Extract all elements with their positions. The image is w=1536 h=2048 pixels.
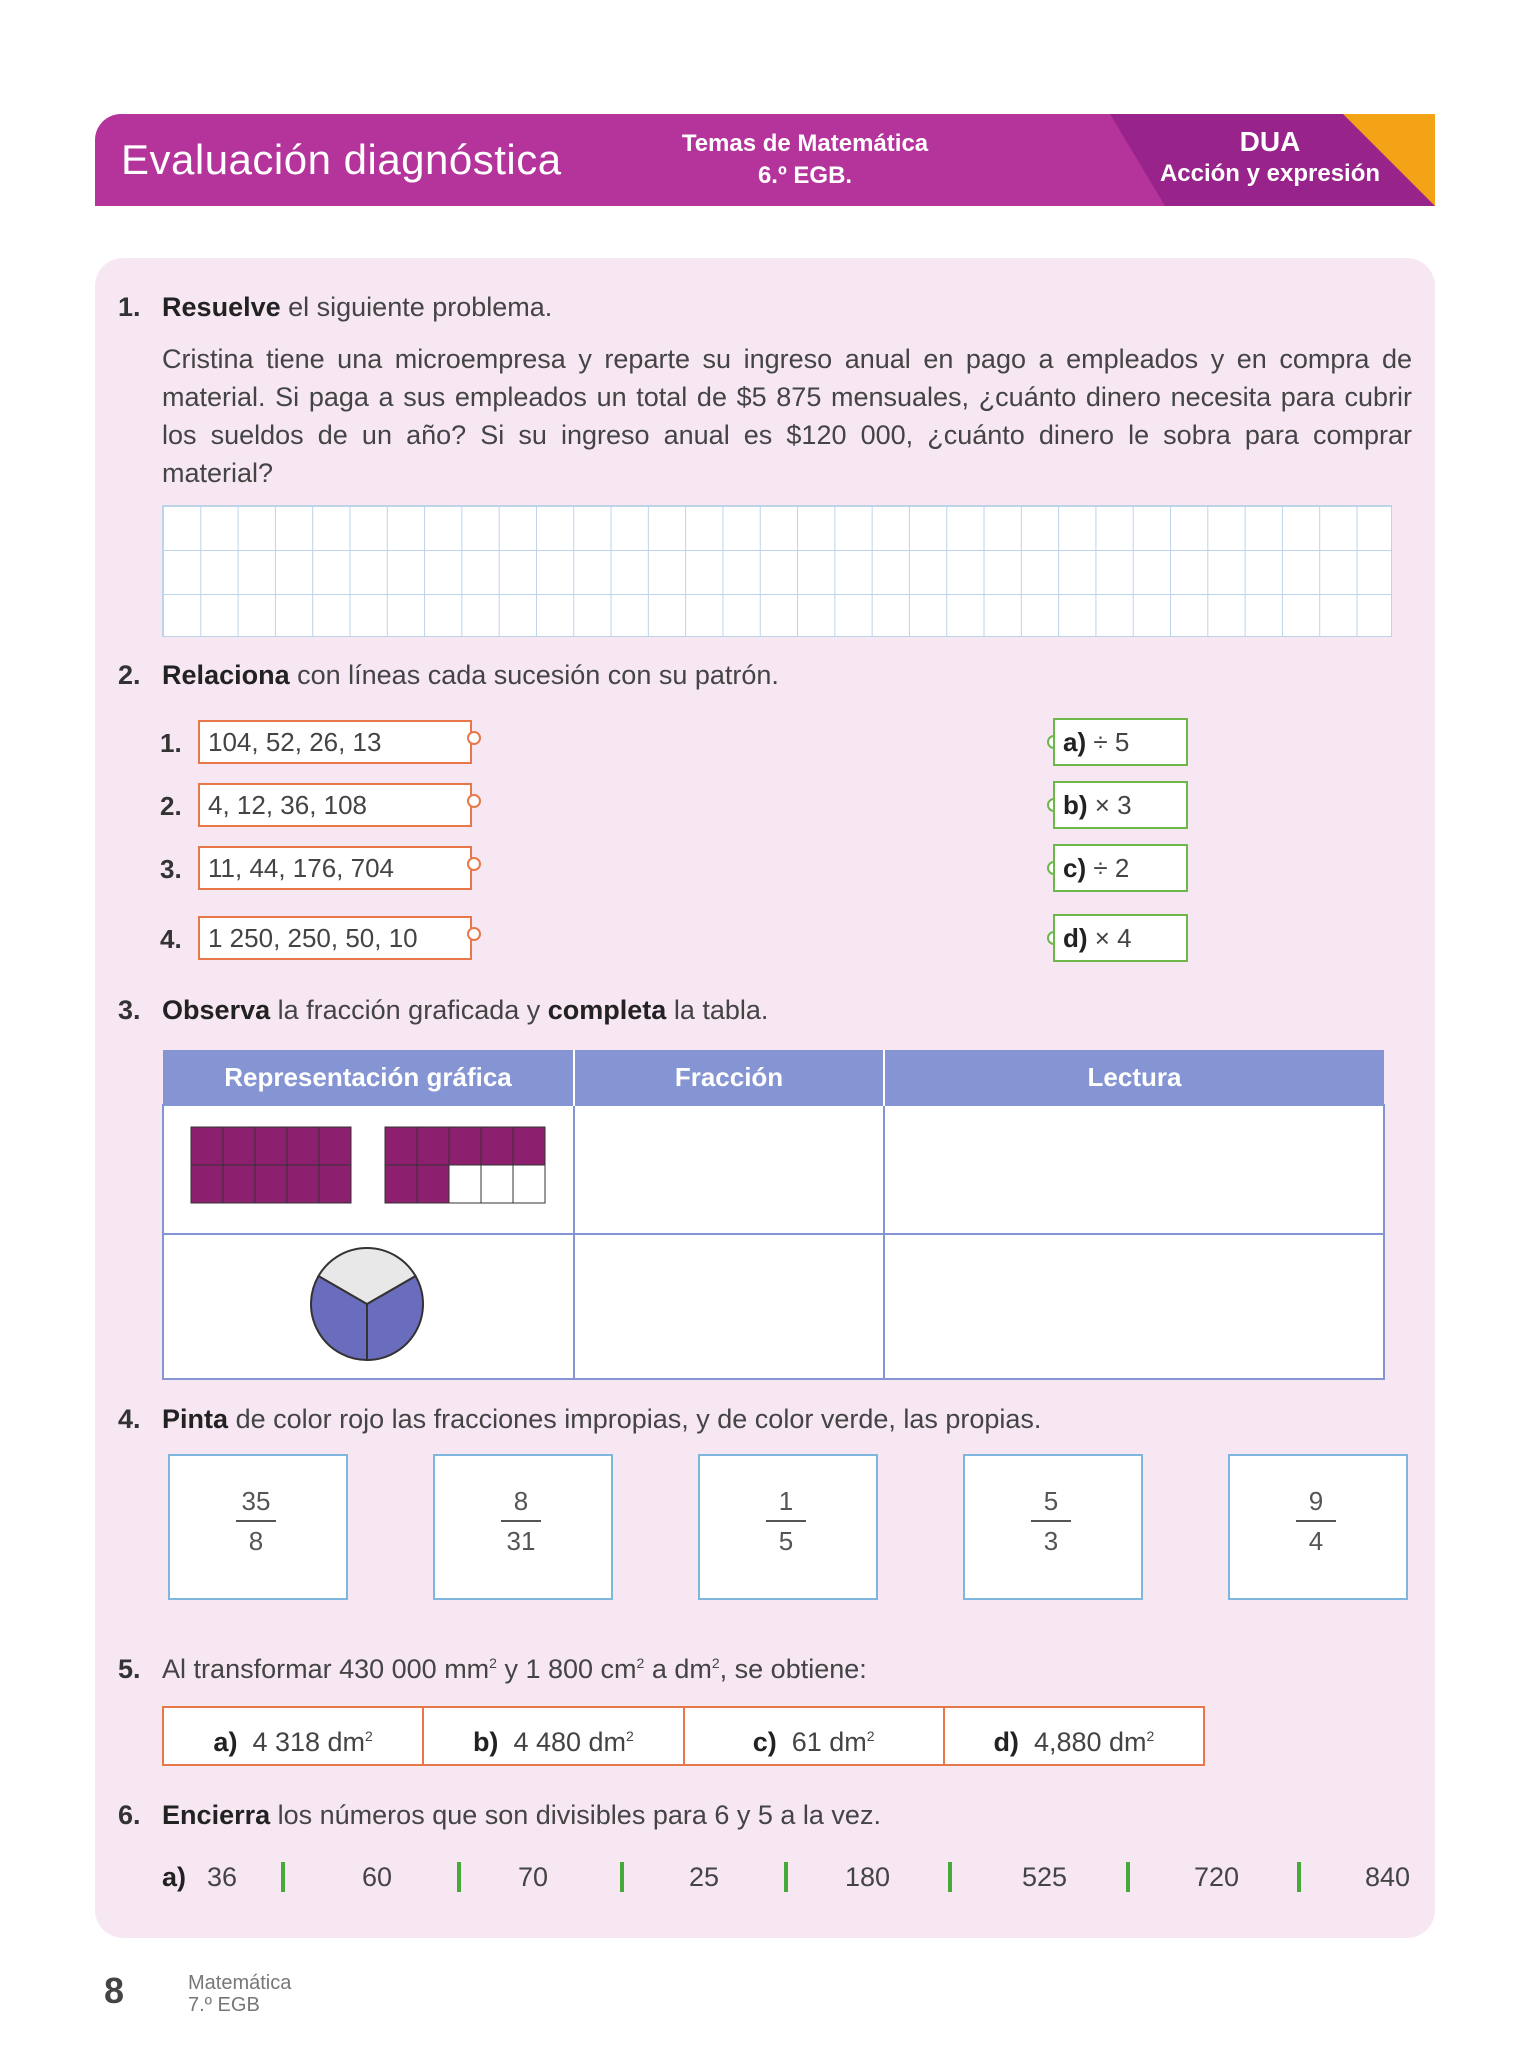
question-text: el siguiente problema.	[280, 292, 553, 322]
question-verb: Observa	[162, 995, 271, 1025]
question-text	[162, 1654, 867, 1684]
dua-subtitle: Acción y expresión	[1159, 160, 1381, 187]
question-text: la tabla.	[666, 995, 769, 1025]
fraction-card[interactable]	[698, 1454, 878, 1600]
denominator: 5	[778, 1526, 794, 1556]
option-value: 61 dm	[791, 1727, 867, 1757]
question-number: 2.	[118, 660, 141, 690]
fraction-card[interactable]	[168, 1454, 348, 1600]
option-value: 4 318 dm	[252, 1727, 366, 1757]
question-number: 3.	[118, 995, 141, 1025]
question-2-heading	[118, 660, 779, 691]
question-verb: Encierra	[162, 1800, 271, 1830]
question-number: 5.	[118, 1654, 141, 1684]
pattern-letter: a)	[1063, 727, 1087, 757]
sequence-number: 2.	[160, 791, 182, 821]
exponent: 2	[636, 1655, 645, 1671]
option-a[interactable]	[164, 1708, 424, 1764]
number-item[interactable]: 25	[689, 1862, 720, 1892]
fraction-bar	[1031, 1520, 1071, 1522]
number-item[interactable]: 70	[518, 1862, 549, 1892]
option-b[interactable]	[424, 1708, 684, 1764]
shaded-cell	[417, 1165, 449, 1203]
topic-line-2: 6.º EGB.	[757, 162, 853, 189]
shaded-cell	[481, 1127, 513, 1165]
pattern-box	[1053, 844, 1188, 892]
exponent: 2	[626, 1728, 634, 1744]
graphic-cell	[163, 1105, 574, 1234]
fraction	[1031, 1486, 1071, 1556]
empty-cell	[481, 1165, 513, 1203]
connector-dot[interactable]	[467, 857, 481, 871]
pattern-box	[1053, 718, 1188, 766]
question-number: 4.	[118, 1404, 141, 1434]
shaded-cell	[223, 1165, 255, 1203]
fraction-card[interactable]	[963, 1454, 1143, 1600]
number-item[interactable]: 36	[207, 1862, 238, 1892]
option-letter: c)	[752, 1727, 777, 1757]
number-item[interactable]: 720	[1194, 1862, 1240, 1892]
text-part: a dm	[644, 1654, 712, 1684]
exponent: 2	[711, 1655, 720, 1671]
fraction-answer-cell[interactable]	[574, 1105, 884, 1234]
numerator: 1	[778, 1486, 794, 1516]
fraction-bar	[236, 1520, 276, 1522]
pattern-letter: b)	[1063, 790, 1088, 820]
shaded-cell	[255, 1127, 287, 1165]
graphic-cell	[163, 1234, 574, 1379]
shaded-cell	[385, 1127, 417, 1165]
numerator: 35	[241, 1486, 271, 1516]
question-1-heading	[118, 292, 552, 323]
question-4-heading	[118, 1404, 1041, 1435]
text-part: , se obtiene:	[719, 1654, 867, 1684]
separator	[1126, 1862, 1130, 1892]
sequence-box: 11, 44, 176, 704	[198, 846, 472, 890]
fraction	[236, 1486, 276, 1556]
shaded-cell	[385, 1165, 417, 1203]
connector-dot[interactable]	[467, 794, 481, 808]
dua-title: DUA	[1239, 126, 1301, 157]
question-text: con líneas cada sucesión con su patrón.	[289, 660, 779, 690]
pattern-text: ÷ 2	[1086, 853, 1130, 883]
shaded-cell	[223, 1127, 255, 1165]
question-text: de color rojo las fracciones impropias, y de color verde, las propias.	[228, 1404, 1042, 1434]
shaded-cell	[287, 1165, 319, 1203]
dua-label	[1125, 126, 1415, 190]
fraction-bar	[501, 1520, 541, 1522]
book-info	[188, 1972, 291, 2016]
shaded-cell	[191, 1165, 223, 1203]
fraction-card[interactable]	[1228, 1454, 1408, 1600]
fraction-card[interactable]	[433, 1454, 613, 1600]
reading-answer-cell[interactable]	[884, 1234, 1384, 1379]
reading-answer-cell[interactable]	[884, 1105, 1384, 1234]
connector-dot[interactable]	[467, 927, 481, 941]
topic-label	[655, 128, 955, 192]
number-item[interactable]: 525	[1022, 1862, 1068, 1892]
pattern-text: × 4	[1087, 923, 1132, 953]
separator	[457, 1862, 461, 1892]
denominator: 3	[1043, 1526, 1059, 1556]
number-item[interactable]: 60	[362, 1862, 393, 1892]
separator	[620, 1862, 624, 1892]
connector-dot[interactable]	[467, 731, 481, 745]
exponent: 2	[365, 1728, 373, 1744]
sequence-box: 1 250, 250, 50, 10	[198, 916, 472, 960]
pattern-text: × 3	[1087, 790, 1132, 820]
topic-line-1: Temas de Matemática	[681, 130, 929, 157]
number-item[interactable]: 180	[845, 1862, 891, 1892]
question-verb: Pinta	[162, 1404, 229, 1434]
pattern-box	[1053, 914, 1188, 962]
header-banner	[95, 114, 1435, 206]
column-header: Representación gráfica	[163, 1050, 574, 1105]
question-text: los números que son divisibles para 6 y 5 a la vez.	[270, 1800, 881, 1830]
exponent: 2	[1146, 1728, 1155, 1744]
exponent: 2	[866, 1728, 875, 1744]
shaded-cell	[513, 1127, 545, 1165]
text-part: Al transformar 430 000 mm	[162, 1654, 490, 1684]
empty-cell	[513, 1165, 545, 1203]
numerator: 9	[1308, 1486, 1324, 1516]
pie-fraction-model	[165, 1236, 569, 1372]
answer-options	[162, 1706, 1205, 1766]
sequence-number: 4.	[160, 924, 182, 954]
numerator: 8	[513, 1486, 529, 1516]
fraction-answer-cell[interactable]	[574, 1234, 884, 1379]
pattern-text: ÷ 5	[1086, 727, 1130, 757]
shaded-cell	[287, 1127, 319, 1165]
sequence-box: 104, 52, 26, 13	[198, 720, 472, 764]
question-text: la fracción graficada y	[270, 995, 548, 1025]
option-letter: a)	[162, 1862, 187, 1892]
shaded-cell	[191, 1127, 223, 1165]
shaded-cell	[319, 1127, 351, 1165]
shaded-cell	[417, 1127, 449, 1165]
denominator: 4	[1308, 1526, 1324, 1556]
empty-cell	[449, 1165, 481, 1203]
denominator: 8	[248, 1526, 264, 1556]
separator	[948, 1862, 952, 1892]
column-header: Lectura	[884, 1050, 1384, 1105]
page-title: Evaluación diagnóstica	[121, 136, 562, 183]
exponent: 2	[489, 1655, 497, 1671]
sequence-number: 1.	[160, 728, 182, 758]
option-value: 4,880 dm	[1033, 1727, 1147, 1757]
option-letter: a)	[213, 1727, 238, 1757]
text-part: y 1 800 cm	[496, 1654, 637, 1684]
fraction-bar	[1296, 1520, 1336, 1522]
option-value: 4 480 dm	[513, 1727, 627, 1757]
fraction-table	[162, 1050, 1385, 1380]
numerator: 5	[1043, 1486, 1059, 1516]
denominator: 31	[506, 1526, 536, 1556]
question-6-heading	[118, 1800, 881, 1831]
fraction-bar	[766, 1520, 806, 1522]
question-verb: Relaciona	[162, 660, 290, 690]
fraction	[501, 1486, 541, 1556]
option-letter: b)	[472, 1727, 499, 1757]
pattern-box	[1053, 781, 1188, 829]
pattern-letter: c)	[1063, 853, 1087, 883]
option-letter: d)	[993, 1727, 1019, 1757]
shaded-cell	[449, 1127, 481, 1165]
separator	[281, 1862, 285, 1892]
separator	[784, 1862, 788, 1892]
question-number: 1.	[118, 292, 141, 322]
page-number: 8	[104, 1970, 125, 2011]
bar-fraction-model	[165, 1107, 569, 1227]
question-5-heading	[118, 1654, 867, 1685]
problem-text: Cristina tiene una microempresa y reparte su ingreso anual en pago a empleados y en compra de material. Si paga a sus empleados un total de $5 875 mensuales, ¿cuánto dinero necesita para cubrir los sueldos de un año? Si su ingreso anual es $120 000, ¿cuánto dinero le sobra para comprar material?	[162, 344, 1412, 488]
shaded-cell	[255, 1165, 287, 1203]
question-3-heading	[118, 995, 768, 1026]
option-d[interactable]	[945, 1708, 1203, 1764]
fraction	[766, 1486, 806, 1556]
question-verb: completa	[547, 995, 667, 1025]
column-header: Fracción	[574, 1050, 884, 1105]
book-grade: 7.º EGB	[188, 1994, 260, 2016]
sequence-box: 4, 12, 36, 108	[198, 783, 472, 827]
question-verb: Resuelve	[162, 292, 281, 322]
question-number: 6.	[118, 1800, 141, 1830]
number-item[interactable]: 840	[1365, 1862, 1411, 1892]
option-c[interactable]	[685, 1708, 945, 1764]
pattern-letter: d)	[1063, 923, 1088, 953]
fraction	[1296, 1486, 1336, 1556]
separator	[1297, 1862, 1301, 1892]
shaded-cell	[319, 1165, 351, 1203]
book-title: Matemática	[188, 1972, 292, 1994]
answer-grid[interactable]	[162, 505, 1392, 637]
sequence-number: 3.	[160, 854, 182, 884]
